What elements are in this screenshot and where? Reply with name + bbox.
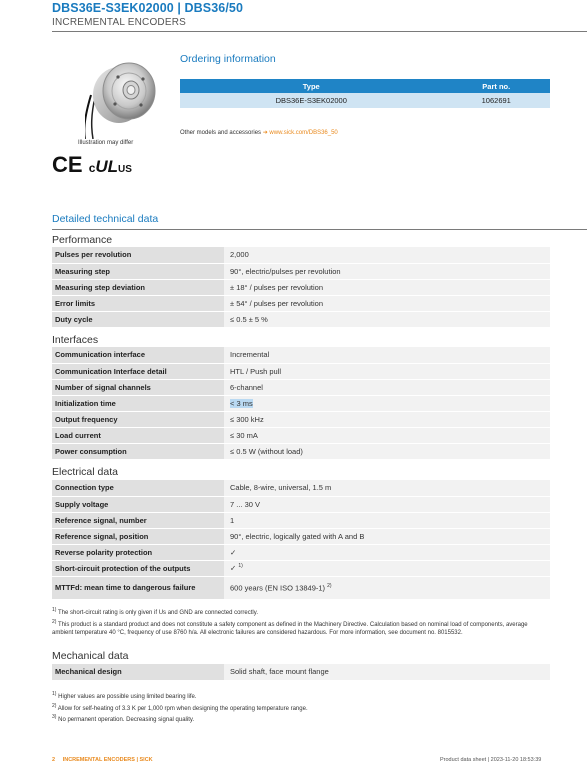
table-row (52, 427, 550, 443)
spec-value (224, 560, 550, 576)
spec-label: Initialization time (52, 395, 224, 411)
table-row (52, 576, 550, 599)
table-row (180, 93, 550, 108)
table-row (52, 512, 550, 528)
footnote: $^{1)}$ Higher values are possible using limited bearing life. (52, 691, 197, 700)
header-divider (52, 31, 587, 32)
page-title: DBS36E-S3EK02000 | DBS36/50 (52, 1, 244, 15)
footnote: $^{1)}$ The short-circuit rating is only given if Us and GND are connected correctly. (52, 607, 258, 616)
table-row (52, 311, 550, 327)
spec-value-text: Incremental (230, 350, 270, 360)
table-row (52, 295, 550, 311)
spec-value-text: Cable, 8-wire, universal, 1.5 m (230, 483, 332, 493)
accessories-link[interactable]: ➜ www.sick.com/DBS36_50 (262, 130, 338, 136)
spec-value-text: ± 54° / pulses per revolution (230, 298, 323, 308)
spec-value-text: < 3 ms (230, 398, 253, 408)
spec-value (224, 443, 550, 459)
spec-label: Reference signal, position (52, 528, 224, 544)
table-row (52, 496, 550, 512)
spec-value (224, 263, 550, 279)
spec-value (224, 480, 550, 496)
spec-value (224, 544, 550, 560)
ul-mark: UL (95, 157, 119, 176)
spec-label: MTTFd: mean time to dangerous failure (52, 576, 224, 599)
spec-value (224, 379, 550, 395)
performance-title: Performance (52, 234, 113, 246)
spec-value (224, 279, 550, 295)
spec-value-text: 90°, electric, logically gated with A and B (230, 531, 365, 541)
spec-label: Load current (52, 427, 224, 443)
spec-label: Power consumption (52, 443, 224, 459)
detailed-technical-data-title: Detailed technical data (52, 213, 159, 225)
illustration-note: Illustration may differ (78, 140, 134, 146)
us-mark: US (118, 164, 132, 175)
spec-value (224, 247, 550, 263)
mechanical-table (52, 664, 550, 681)
ordering-part-no-value: 1062691 (443, 93, 551, 108)
table-row (52, 263, 550, 279)
ordering-title: Ordering information (180, 53, 276, 65)
spec-value (224, 347, 550, 363)
spec-label: Number of signal channels (52, 379, 224, 395)
spec-value (224, 496, 550, 512)
mechanical-title: Mechanical data (52, 650, 129, 662)
page-subtitle: INCREMENTAL ENCODERS (52, 17, 187, 28)
table-row (52, 443, 550, 459)
footer-right: Product data sheet | 2023-11-20 18:53:39 (440, 757, 542, 763)
spec-value-text: 90°, electric/pulses per revolution (230, 266, 341, 276)
footnote-ref: 1) (238, 563, 243, 570)
spec-label: Supply voltage (52, 496, 224, 512)
footnote: $^{3)}$ No permanent operation. Decreasing signal quality. (52, 714, 195, 723)
table-row (52, 395, 550, 411)
spec-value-text: 7 ... 30 V (230, 499, 261, 509)
spec-value (224, 363, 550, 379)
spec-label: Reference signal, number (52, 512, 224, 528)
c-mark: c (88, 161, 96, 175)
spec-label: Reverse polarity protection (52, 544, 224, 560)
electrical-table (52, 480, 550, 600)
table-row (52, 411, 550, 427)
footnote: $^{2)}$ This product is a standard product and does not constitute a safety component as defined in the Machinery Directive. Calculation based on nominal load of components, average ambient temperature 40 °C, frequency of use 8760 h/a. All electronic failures are considered hazardous. For more information, see document no. 8015532. (52, 618, 528, 636)
table-row (52, 560, 550, 576)
table-row (52, 279, 550, 295)
spec-value (224, 395, 550, 411)
section-divider (52, 229, 587, 230)
spec-value (224, 576, 550, 599)
interfaces-table (52, 347, 550, 460)
spec-value (224, 295, 550, 311)
table-row (52, 664, 550, 680)
spec-value (224, 528, 550, 544)
footnote-ref: 2) (327, 582, 332, 589)
spec-label: Measuring step deviation (52, 279, 224, 295)
spec-value (224, 411, 550, 427)
performance-table (52, 247, 550, 328)
spec-value-text: ≤ 30 mA (230, 430, 258, 440)
ordering-table (180, 79, 550, 108)
ordering-type-value: DBS36E-S3EK02000 (180, 93, 443, 108)
spec-label: Communication interface (52, 347, 224, 363)
footer-left: 2 INCREMENTAL ENCODERS | SICK (52, 757, 153, 763)
spec-value-text: ± 18° / pulses per revolution (230, 282, 323, 292)
ordering-note-text: Other models and accessories (180, 130, 263, 136)
spec-value-text: ≤ 300 kHz (230, 414, 264, 424)
spec-value-text: 1 (230, 515, 235, 525)
table-row (52, 528, 550, 544)
spec-value (224, 512, 550, 528)
spec-label: Short-circuit protection of the outputs (52, 560, 224, 576)
spec-label: Output frequency (52, 411, 224, 427)
electrical-title: Electrical data (52, 466, 118, 478)
spec-value-text: ≤ 0.5 ± 5 % (230, 314, 268, 324)
table-row (52, 247, 550, 263)
table-row (52, 480, 550, 496)
spec-value-text: 2,000 (230, 250, 249, 260)
spec-label: Communication Interface detail (52, 363, 224, 379)
spec-label: Measuring step (52, 263, 224, 279)
footnote: $^{2)}$ Allow for self-heating of 3.3 K per 1,000 rpm when designing the operating temperature range. (52, 702, 308, 712)
spec-value-text: ≤ 0.5 W (without load) (230, 446, 303, 456)
electrical-footnotes (52, 606, 550, 638)
table-row (52, 379, 550, 395)
spec-value (224, 664, 550, 680)
table-row (52, 544, 550, 560)
spec-label: Mechanical design (52, 664, 224, 680)
certification-marks (52, 152, 132, 178)
spec-label: Pulses per revolution (52, 247, 224, 263)
spec-value-text: 600 years (EN ISO 13849-1) (230, 583, 326, 593)
spec-value-text: ✓ (230, 547, 237, 557)
ordering-header-type: Type (180, 79, 443, 93)
ordering-header-part-no: Part no. (443, 79, 551, 93)
table-row (52, 347, 550, 363)
spec-value-text: 6-channel (230, 382, 263, 392)
spec-value (224, 311, 550, 327)
spec-value-text: ✓ (230, 563, 237, 573)
spec-value-text: HTL / Push pull (230, 366, 281, 376)
spec-label: Duty cycle (52, 311, 224, 327)
ordering-note (180, 129, 338, 136)
table-row (52, 363, 550, 379)
spec-value (224, 427, 550, 443)
spec-label: Error limits (52, 295, 224, 311)
ce-mark: CE (52, 152, 83, 177)
mechanical-footnotes (52, 690, 550, 725)
interfaces-title: Interfaces (52, 334, 99, 346)
spec-label: Connection type (52, 480, 224, 496)
spec-value-text: Solid shaft, face mount flange (230, 667, 329, 677)
encoder-product-image (85, 55, 167, 139)
